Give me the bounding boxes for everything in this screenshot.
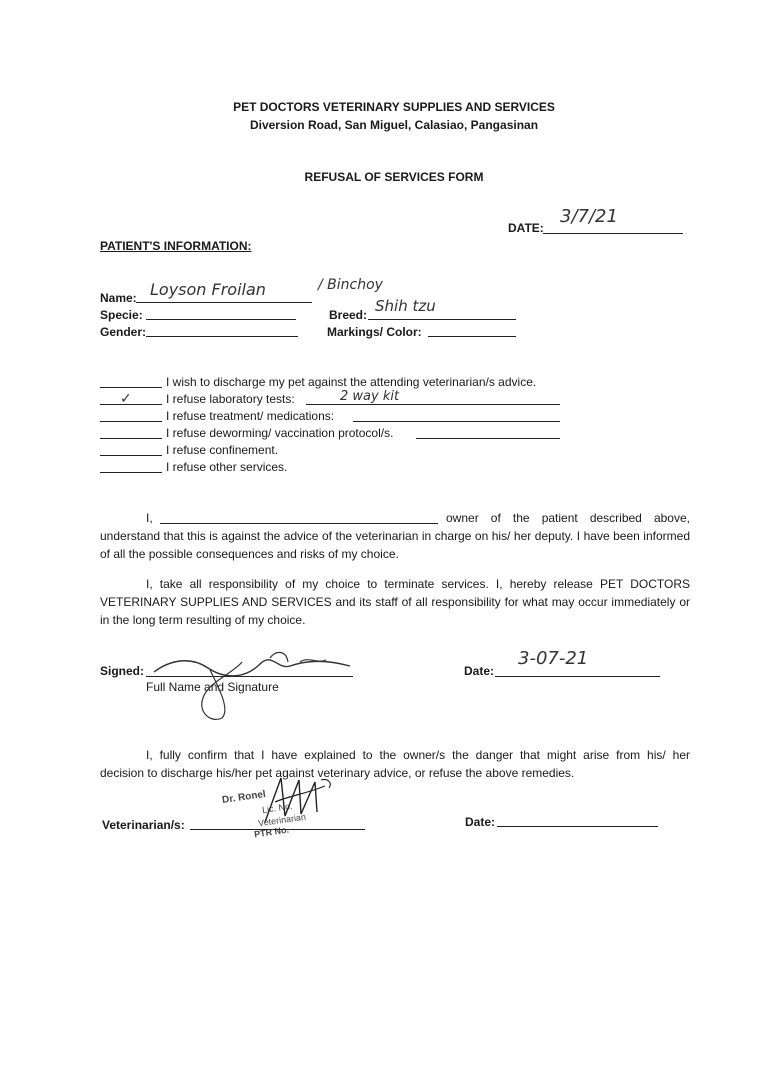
date-line[interactable] (543, 233, 683, 234)
para1-end: owner of the patient described above, (446, 511, 690, 525)
markings-line[interactable] (428, 336, 516, 337)
vet-date-line[interactable] (497, 826, 658, 827)
para2-line1: I, take all responsibility of my choice to terminate services. I, hereby release PET DOCTORS (146, 577, 690, 591)
vet-date-label: Date: (465, 815, 496, 829)
option-detail-line[interactable] (306, 404, 560, 405)
signed-date-handwritten: 3-07-21 (518, 648, 589, 669)
form-title: REFUSAL OF SERVICES FORM (304, 170, 484, 184)
specie-line[interactable] (146, 319, 296, 320)
breed-line[interactable] (368, 319, 516, 320)
name-extra-handwritten: / Binchoy (318, 277, 383, 293)
owner-signature (150, 640, 370, 720)
patient-section-title: PATIENT'S INFORMATION: (100, 239, 252, 253)
gender-line[interactable] (146, 336, 298, 337)
para2-line2: VETERINARY SUPPLIES AND SERVICES and its staff of all responsibility for what may occur immediately or (100, 595, 690, 609)
para2-line3: in the long term resulting of my choice. (100, 613, 306, 627)
stamp-text: Veterinarian (257, 811, 307, 829)
signed-label: Signed: (100, 664, 144, 678)
clinic-name: PET DOCTORS VETERINARY SUPPLIES AND SERVICES (233, 100, 555, 114)
option-text: I refuse laboratory tests: (166, 392, 295, 406)
option-detail-handwritten: 2 way kit (340, 389, 400, 404)
option-text: I wish to discharge my pet against the attending veterinarian/s advice. (166, 375, 537, 389)
option-text: I refuse deworming/ vaccination protocol/s. (166, 426, 394, 440)
option-text: I refuse treatment/ medications: (166, 409, 335, 423)
option-blank[interactable] (100, 387, 162, 388)
option-text: I refuse other services. (166, 460, 288, 474)
name-handwritten: Loyson Froilan (150, 280, 266, 299)
owner-name-line[interactable] (160, 523, 438, 524)
date-label: DATE: (508, 221, 544, 235)
para3-line1: I, fully confirm that I have explained to the owner/s the danger that might arise from his/ her (146, 748, 690, 762)
signed-date-label: Date: (464, 664, 495, 678)
signature-caption: Full Name and Signature (146, 680, 279, 694)
option-text: I refuse confinement. (166, 443, 279, 457)
breed-handwritten: Shih tzu (375, 297, 436, 315)
checkmark: ✓ (120, 391, 132, 407)
signed-date-line[interactable] (495, 676, 660, 677)
option-blank[interactable] (100, 455, 162, 456)
clinic-address: Diversion Road, San Miguel, Calasiao, Pangasinan (249, 118, 539, 132)
stamp-text: Dr. Ronel (221, 788, 267, 807)
option-blank[interactable] (100, 472, 162, 473)
name-line[interactable] (136, 302, 312, 303)
stamp-text: Lic. No. (261, 800, 294, 816)
option-detail-line[interactable] (353, 421, 560, 422)
markings-label: Markings/ Color: (327, 325, 422, 339)
para3-line2: decision to discharge his/her pet against veterinary advice, or refuse the above remedies. (100, 766, 575, 780)
para1-body: understand that this is against the advice of the veterinarian in charge on his/ her deputy. I have been informed of all the possible consequences and risks of my choice. (100, 529, 690, 561)
option-blank[interactable] (100, 421, 162, 422)
vet-label: Veterinarian/s: (102, 818, 185, 832)
para1-start: I, (146, 511, 153, 525)
vet-signature-line[interactable] (190, 829, 365, 830)
option-detail-line[interactable] (416, 438, 560, 439)
stamp-text: PTR No. (253, 824, 290, 840)
breed-label: Breed: (329, 308, 368, 322)
vet-signature (255, 772, 335, 832)
specie-label: Specie: (100, 308, 143, 322)
gender-label: Gender: (100, 325, 147, 339)
date-handwritten: 3/7/21 (560, 206, 618, 227)
name-label: Name: (100, 291, 137, 305)
option-blank[interactable] (100, 438, 162, 439)
